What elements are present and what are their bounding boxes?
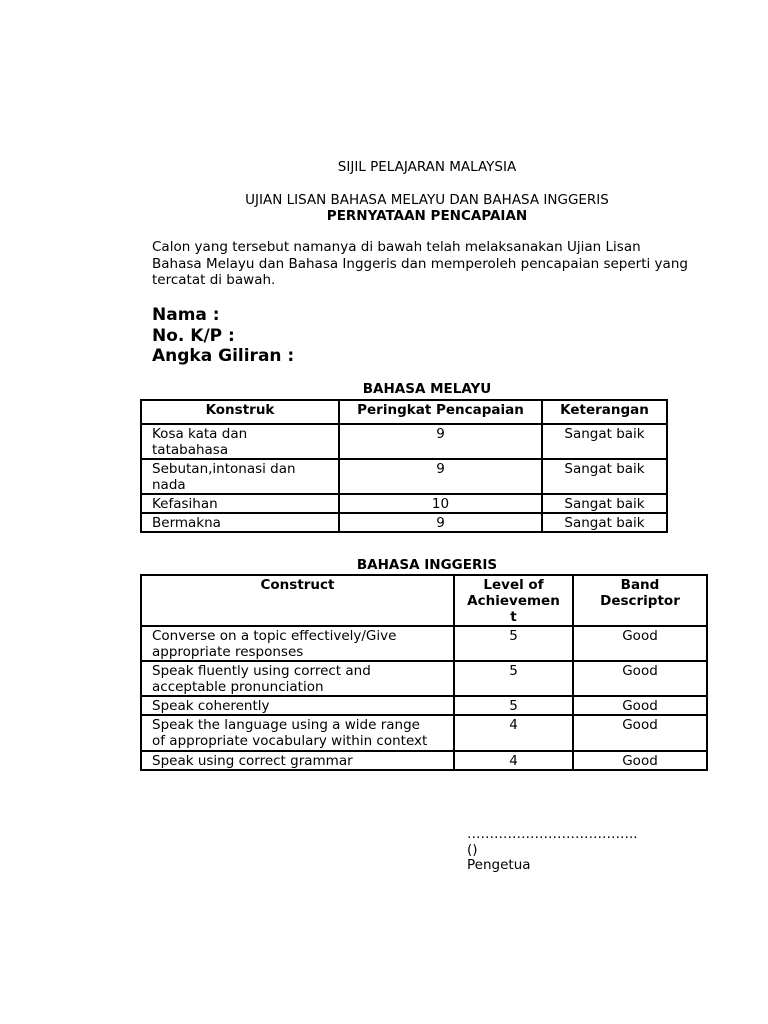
candidate-details <box>152 305 294 367</box>
header-level: Peringkat Pencapaian <box>339 400 542 424</box>
construct-cell <box>141 424 339 459</box>
index-number-label: Angka Giliran : <box>152 346 295 366</box>
level-cell: 10 <box>339 494 542 513</box>
construct-line: Bermakna <box>152 515 221 531</box>
construct-line: Speak fluently using correct and <box>152 663 371 679</box>
descriptor-cell: Good <box>573 696 707 715</box>
intro-paragraph <box>152 239 712 289</box>
exam-title: UJIAN LISAN BAHASA MELAYU DAN BAHASA INGGERIS <box>245 192 609 208</box>
level-cell: 5 <box>454 661 573 696</box>
header-level-line: Level of <box>483 577 544 593</box>
construct-line: appropriate responses <box>152 644 304 660</box>
header-descriptor-line: Descriptor <box>600 593 680 609</box>
construct-cell <box>141 459 339 494</box>
construct-line: acceptable pronunciation <box>152 679 324 695</box>
ic-number-label: No. K/P : <box>152 325 235 346</box>
descriptor-cell: Good <box>573 751 707 770</box>
construct-cell <box>141 715 454 751</box>
construct-cell <box>141 513 339 532</box>
level-cell: 9 <box>339 459 542 494</box>
intro-line: tercatat di bawah. <box>152 272 276 288</box>
header-descriptor-line: Band <box>620 577 660 593</box>
name-label: Nama : <box>152 305 220 325</box>
construct-cell <box>141 494 339 513</box>
signatory-name: () <box>467 841 478 858</box>
header-construct: Konstruk <box>141 400 339 424</box>
header-level <box>454 575 573 626</box>
table-row <box>141 494 667 513</box>
table-row <box>141 661 707 696</box>
table-row <box>141 626 707 661</box>
bahasa-inggeris-title: BAHASA INGGERIS <box>356 557 498 573</box>
bahasa-melayu-table <box>140 399 668 533</box>
bahasa-inggeris-table <box>140 574 708 771</box>
construct-line: tatabahasa <box>152 442 229 458</box>
intro-line: Calon yang tersebut namanya di bawah telah melaksanakan Ujian Lisan <box>152 239 641 255</box>
construct-cell <box>141 626 454 661</box>
table-header-row <box>141 400 667 424</box>
table-row <box>141 715 707 751</box>
descriptor-cell: Sangat baik <box>542 459 667 494</box>
header-descriptor: Keterangan <box>542 400 667 424</box>
header-level-line: Achievemen <box>467 593 560 609</box>
certificate-title: SIJIL PELAJARAN MALAYSIA <box>337 159 517 175</box>
level-cell: 4 <box>454 715 573 751</box>
descriptor-cell: Sangat baik <box>542 513 667 532</box>
level-cell: 9 <box>339 513 542 532</box>
construct-line: Kosa kata dan <box>152 426 248 442</box>
construct-cell <box>141 661 454 696</box>
descriptor-cell: Good <box>573 626 707 661</box>
construct-line: Kefasihan <box>152 496 218 512</box>
construct-cell <box>141 696 454 715</box>
descriptor-cell: Sangat baik <box>542 494 667 513</box>
construct-line: Converse on a topic effectively/Give <box>152 628 397 644</box>
descriptor-cell: Sangat baik <box>542 424 667 459</box>
signature-block <box>467 827 638 874</box>
table-row <box>141 459 667 494</box>
intro-line: Bahasa Melayu dan Bahasa Inggeris dan memperoleh pencapaian seperti yang <box>152 255 688 272</box>
construct-line: Speak the language using a wide range <box>152 717 420 733</box>
table-row <box>141 751 707 770</box>
table-row <box>141 424 667 459</box>
level-cell: 5 <box>454 696 573 715</box>
header-level-line: t <box>510 609 517 625</box>
construct-line: Speak coherently <box>152 698 270 714</box>
table-row <box>141 696 707 715</box>
signatory-role: Pengetua <box>467 857 531 873</box>
level-cell: 4 <box>454 751 573 770</box>
level-cell: 9 <box>339 424 542 459</box>
construct-line: of appropriate vocabulary within context <box>152 733 428 749</box>
statement-title: PERNYATAAN PENCAPAIAN <box>326 208 528 224</box>
construct-line: Sebutan,intonasi dan <box>152 461 296 477</box>
construct-line: nada <box>152 477 186 493</box>
header-construct: Construct <box>141 575 454 626</box>
header-descriptor <box>573 575 707 626</box>
construct-line: Speak using correct grammar <box>152 753 353 769</box>
descriptor-cell: Good <box>573 715 707 751</box>
bahasa-melayu-title: BAHASA MELAYU <box>362 381 492 397</box>
level-cell: 5 <box>454 626 573 661</box>
table-header-row <box>141 575 707 626</box>
table-row <box>141 513 667 532</box>
signature-line: ……………………………….. <box>467 826 638 842</box>
construct-cell <box>141 751 454 770</box>
descriptor-cell: Good <box>573 661 707 696</box>
